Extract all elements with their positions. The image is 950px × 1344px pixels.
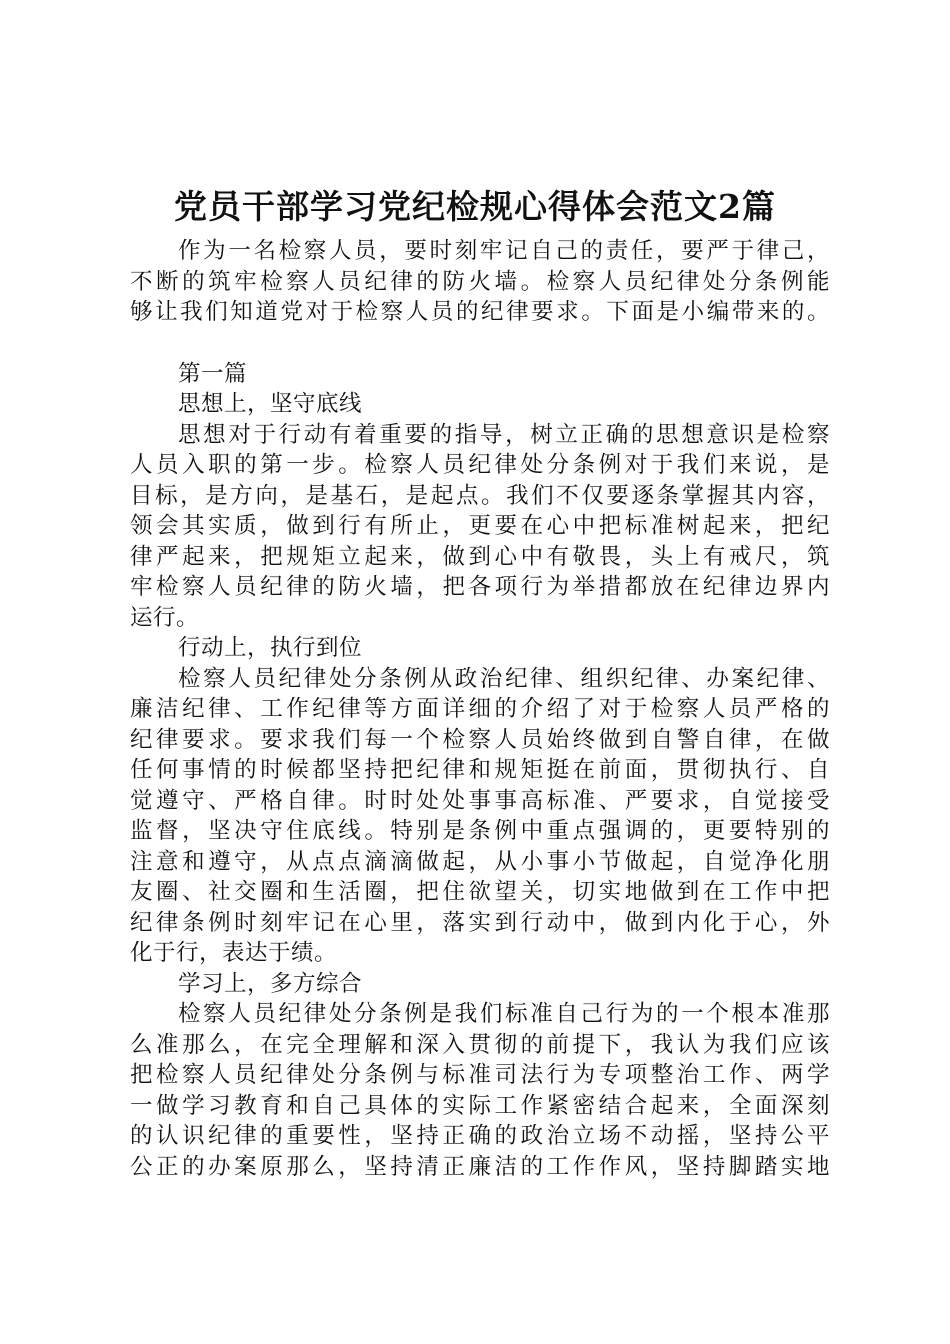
paragraph-line: 检察人员纪律处分条例从政治纪律、组织纪律、办案纪律、 xyxy=(178,665,830,692)
paragraph-line: 廉洁纪律、工作纪律等方面详细的介绍了对于检察人员严格的 xyxy=(130,696,830,722)
paragraph-line: 够让我们知道党对于检察人员的纪律要求。下面是小编带来的。 xyxy=(130,299,830,325)
paragraph-line: 牢检察人员纪律的防火墙，把各项行为举措都放在纪律边界内 xyxy=(130,574,830,600)
section-heading: 行动上，执行到位 xyxy=(178,635,363,661)
paragraph-line: 目标，是方向，是基石，是起点。我们不仅要逐条掌握其内容， xyxy=(130,482,830,509)
paragraph-line: 的认识纪律的重要性，坚持正确的政治立场不动摇，坚持公平 xyxy=(130,1123,830,1149)
paragraph-line: 纪律要求。要求我们每一个检察人员始终做到自警自律，在做 xyxy=(130,726,830,753)
paragraph-line: 觉遵守、严格自律。时时处处事事高标准、严要求，自觉接受 xyxy=(130,787,830,814)
blank-line xyxy=(130,328,830,359)
paragraph-line: 友圈、社交圈和生活圈，把住欲望关，切实地做到在工作中把 xyxy=(130,879,830,905)
paragraph-line: 纪律条例时刻牢记在心里，落实到行动中，做到内化于心，外 xyxy=(130,909,830,936)
paragraph-line: 注意和遵守，从点点滴滴做起，从小事小节做起，自觉净化朋 xyxy=(130,848,830,875)
paragraph-line: 任何事情的时候都坚持把纪律和规矩挺在前面，贯彻执行、自 xyxy=(130,757,830,783)
document-title: 党员干部学习党纪检规心得体会范文2篇 xyxy=(174,187,776,226)
paragraph-line: 领会其实质，做到行有所止，更要在心中把标准树起来，把纪 xyxy=(130,513,830,539)
paragraph-line: 律严起来，把规矩立起来，做到心中有敬畏，头上有戒尺，筑 xyxy=(130,543,830,570)
paragraph-line: 化于行，表达于绩。 xyxy=(130,940,338,966)
paragraph-line: 思想对于行动有着重要的指导，树立正确的思想意识是检察 xyxy=(178,421,830,448)
paragraph-line: 运行。 xyxy=(130,604,200,631)
paragraph-line: 一做学习教育和自己具体的实际工作紧密结合起来，全面深刻 xyxy=(130,1092,830,1119)
paragraph-line: 把检察人员纪律处分条例与标准司法行为专项整治工作、两学 xyxy=(130,1062,830,1088)
section-heading: 学习上，多方综合 xyxy=(178,970,363,997)
paragraph-line: 公正的办案原那么，坚持清正廉洁的工作作风，坚持脚踏实地 xyxy=(130,1153,830,1180)
document-body xyxy=(130,236,830,1182)
chapter-heading: 第一篇 xyxy=(178,360,248,387)
paragraph-line: 不断的筑牢检察人员纪律的防火墙。检察人员纪律处分条例能 xyxy=(130,268,830,295)
paragraph-line: 作为一名检察人员，要时刻牢记自己的责任，要严于律己， xyxy=(178,238,830,264)
paragraph-line: 么准那么，在完全理解和深入贯彻的前提下，我认为我们应该 xyxy=(130,1031,830,1058)
paragraph-line: 监督，坚决守住底线。特别是条例中重点强调的，更要特别的 xyxy=(130,818,830,844)
section-heading: 思想上，坚守底线 xyxy=(178,391,363,417)
paragraph-line: 检察人员纪律处分条例是我们标准自己行为的一个根本准那 xyxy=(178,1001,830,1027)
paragraph-line: 人员入职的第一步。检察人员纪律处分条例对于我们来说，是 xyxy=(130,452,830,478)
